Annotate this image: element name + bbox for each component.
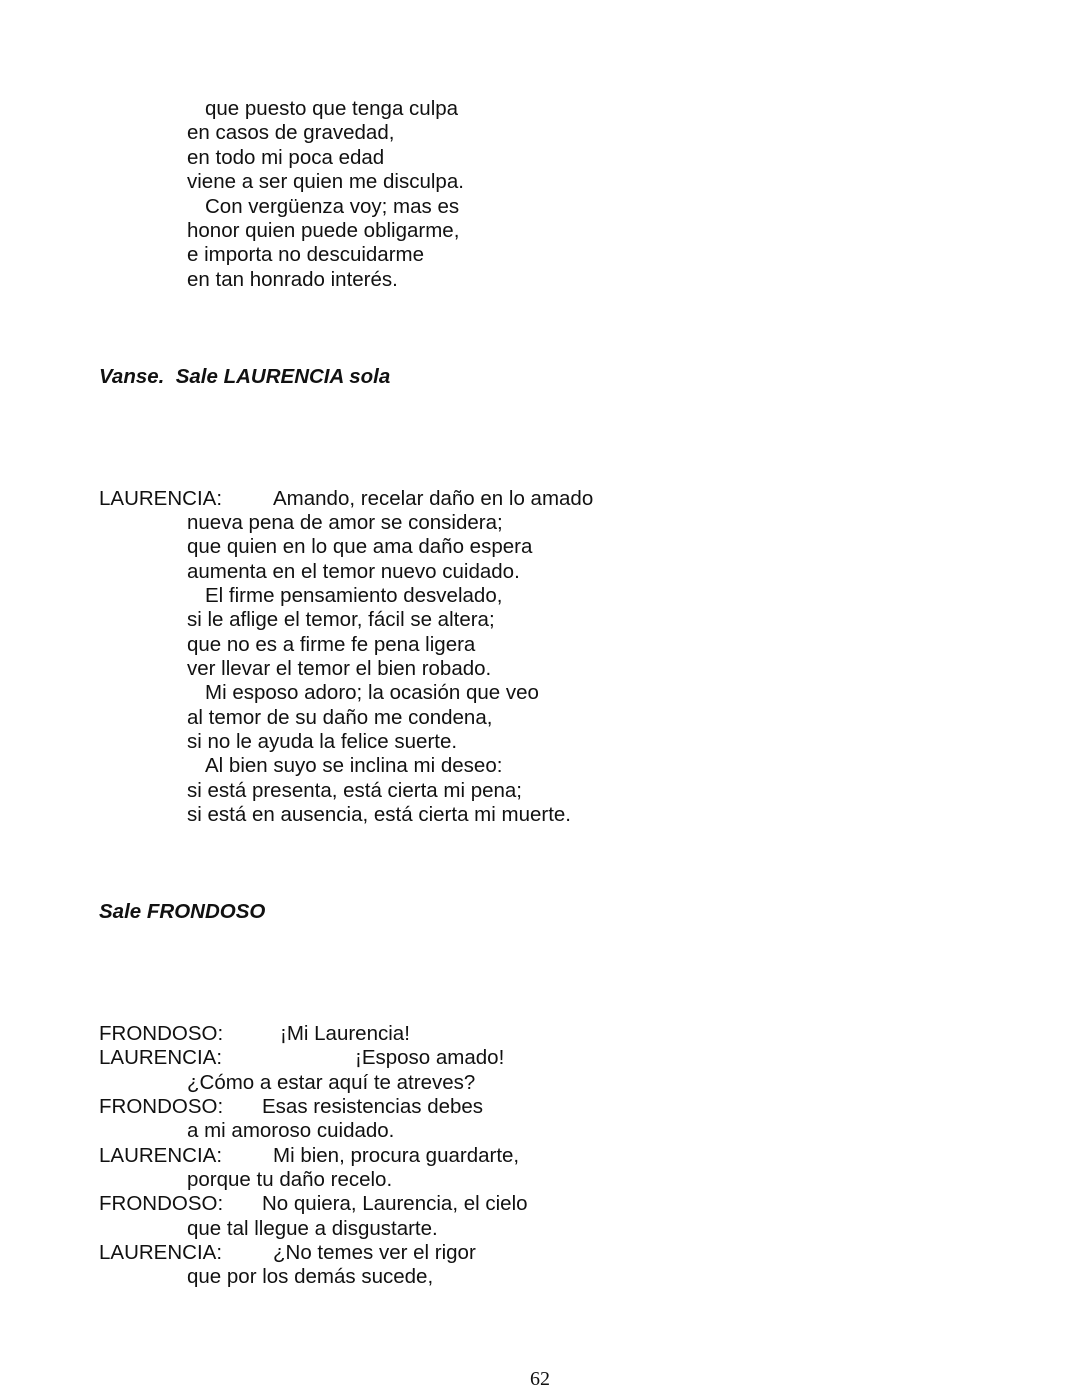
verse-line: en tan honrado interés. [187,268,398,291]
verse-line: ¿Cómo a estar aquí te atreves? [187,1071,476,1094]
verse-line: que por los demás sucede, [187,1265,434,1288]
speaker-name: FRONDOSO: [99,1095,224,1118]
verse-line: que quien en lo que ama daño espera [187,535,533,558]
speaker-name: LAURENCIA: [99,1241,223,1264]
verse-line: en todo mi poca edad [187,146,385,169]
verse-line: en casos de gravedad, [187,121,395,144]
stage-direction: Vanse. Sale LAURENCIA sola [99,365,391,388]
verse-line: si le aflige el temor, fácil se altera; [187,608,495,631]
speech-line: Esas resistencias debes [262,1095,484,1118]
verse-line: viene a ser quien me disculpa. [187,170,464,193]
verse-line: e importa no descuidarme [187,243,425,266]
verse-line: que no es a firme fe pena ligera [187,633,476,656]
page-number: 62 [530,1368,550,1390]
speech-line: ¡Mi Laurencia! [280,1022,410,1045]
speech-line: No quiera, Laurencia, el cielo [262,1192,528,1215]
verse-line: que puesto que tenga culpa [205,97,459,120]
verse-line: honor quien puede obligarme, [187,219,460,242]
speaker-name: FRONDOSO: [99,1022,224,1045]
speaker-name: FRONDOSO: [99,1192,224,1215]
verse-line: si no le ayuda la felice suerte. [187,730,458,753]
verse-line: Al bien suyo se inclina mi deseo: [205,754,503,777]
stage-direction: Sale FRONDOSO [99,900,266,923]
verse-line: aumenta en el temor nuevo cuidado. [187,560,520,583]
speech-line: ¿No temes ver el rigor [273,1241,476,1264]
verse-line: Mi esposo adoro; la ocasión que veo [205,681,539,704]
verse-line: si está presenta, está cierta mi pena; [187,779,523,802]
verse-line: al temor de su daño me condena, [187,706,493,729]
verse-line: nueva pena de amor se considera; [187,511,503,534]
verse-line: si está en ausencia, está cierta mi muerte. [187,803,571,826]
speech-line: Amando, recelar daño en lo amado [273,487,594,510]
verse-line: ver llevar el temor el bien robado. [187,657,492,680]
speaker-name: LAURENCIA: [99,1046,223,1069]
speaker-name: LAURENCIA: [99,1144,223,1167]
speech-line: ¡Esposo amado! [355,1046,505,1069]
verse-line: Con vergüenza voy; mas es [205,195,460,218]
verse-line: a mi amoroso cuidado. [187,1119,395,1142]
verse-line: El firme pensamiento desvelado, [205,584,503,607]
verse-line: que tal llegue a disgustarte. [187,1217,438,1240]
speech-line: Mi bien, procura guardarte, [273,1144,520,1167]
speaker-name: LAURENCIA: [99,487,223,510]
verse-line: porque tu daño recelo. [187,1168,393,1191]
